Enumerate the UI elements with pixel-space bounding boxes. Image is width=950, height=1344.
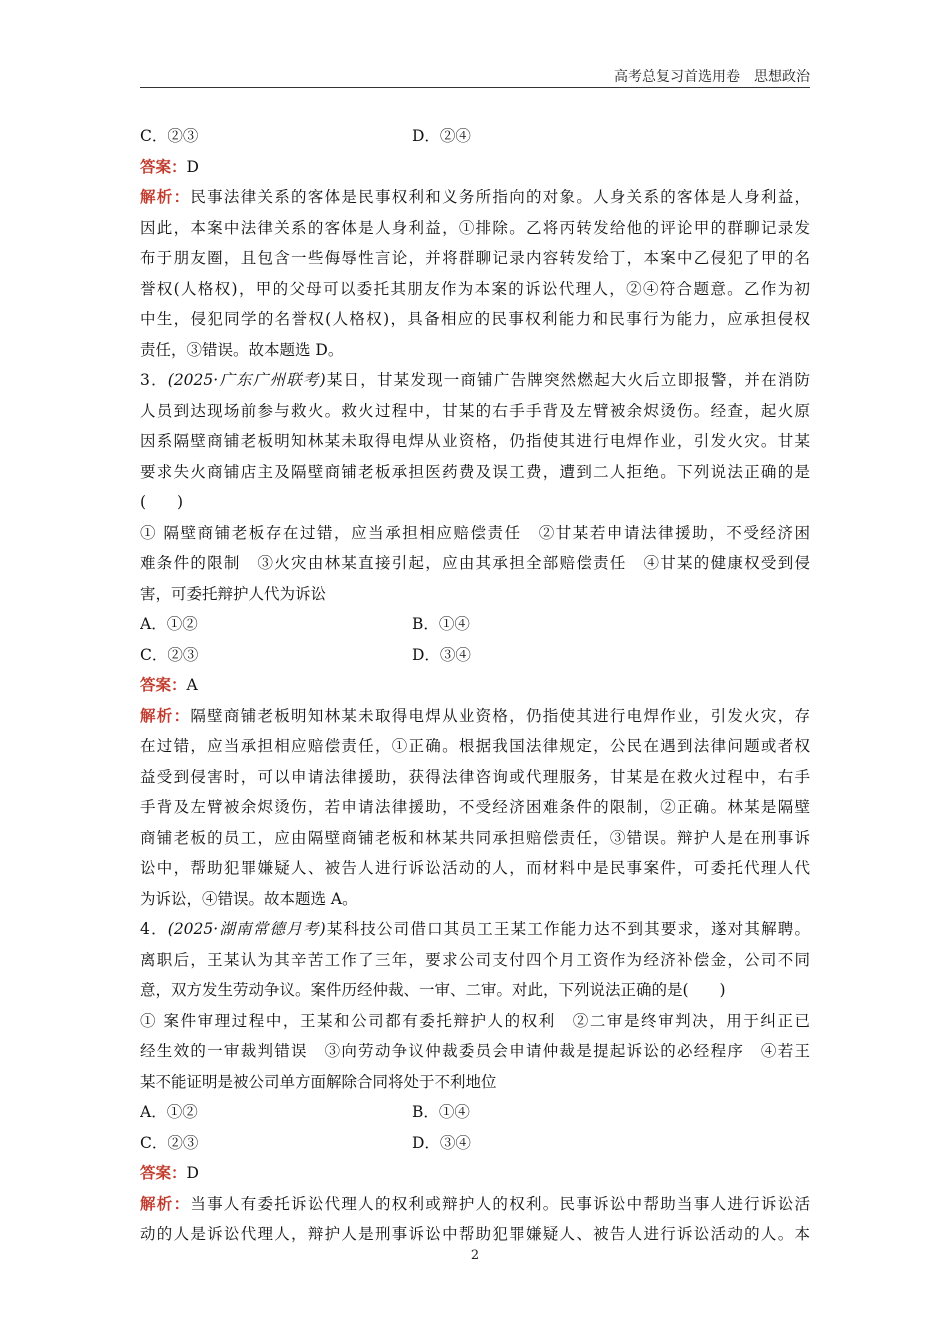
q4-stem-line: 4．(2025·湖南常德月考)某科技公司借口其员工王某工作能力达不到其要求，遂对其解聘。 [140,920,810,938]
q3-statement-line: 难条件的限制 ③火灾由林某直接引起，应由其承担全部赔偿责任 ④甘某的健康权受到侵 [140,554,810,572]
q2-analysis-line: 誉权(人格权)，甲的父母可以委托其朋友作为本案的诉讼代理人，②④符合题意。乙作为初 [140,279,810,298]
q2-option-c: C．②③ [140,127,199,145]
question-source: (2025·湖南常德月考) [167,920,326,938]
q3-stem-line: 3．(2025·广东广州联考)某日，甘某发现一商铺广告牌突然燃起大火后立即报警，并在消防 [140,371,810,389]
q3-stem-line: 因系隔壁商铺老板明知林某未取得电焊从业资格，仍指使其进行电焊作业，引发火灾。甘某 [140,432,810,450]
q3-analysis-line: 商铺老板的员工，应由隔壁商铺老板和林某共同承担赔偿责任，③错误。辩护人是在刑事诉 [140,828,810,847]
q3-statement-line: 害，可委托辩护人代为诉讼 [140,584,327,603]
q2-answer [140,152,810,183]
q3-answer-blank: ( ) [140,493,184,511]
answer-label: 答案： [140,675,187,694]
q3-option-c: C．②③ [140,645,199,664]
q4-options-row [140,1097,810,1128]
question-number: 4． [140,920,168,938]
q3-statement-line: ① 隔壁商铺老板存在过错，应当承担相应赔偿责任 ②甘某若申请法律援助，不受经济困 [140,523,810,542]
q3-analysis-line: 为诉讼，④错误。故本题选 A。 [140,889,358,908]
q4-analysis-line: 解析：当事人有委托诉讼代理人的权利或辩护人的权利。民事诉讼中帮助当事人进行诉讼活 [140,1193,810,1213]
q2-analysis-line: 责任，③错误。故本题选 D。 [140,340,344,359]
answer-value: A [186,676,198,694]
answer-value: D [186,157,199,176]
q3-analysis-line: 解析：隔壁商铺老板明知林某未取得电焊从业资格，仍指使其进行电焊作业，引发火灾，存 [140,705,810,725]
q2-analysis-line: 中生，侵犯同学的名誉权(人格权)，具备相应的民事权利能力和民事行为能力，应承担侵权 [140,310,810,328]
q4-option-c: C．②③ [140,1133,199,1152]
q2-options-row [140,121,810,152]
q4-option-b: B．①④ [412,1103,470,1121]
q3-answer [140,670,810,701]
q3-analysis-line: 手背及左臂被余烬烫伤，若申请法律援助，不受经济困难条件的限制，②正确。林某是隔壁 [140,798,810,816]
analysis-label: 解析： [140,187,191,206]
question-source: (2025·广东广州联考) [167,371,326,389]
answer-label: 答案： [140,1163,187,1182]
question-number: 3． [140,371,168,389]
q4-options-row [140,1128,810,1159]
q3-stem-line: 要求失火商铺店主及隔壁商铺老板承担医药费及误工费，遭到二人拒绝。下列说法正确的是 [140,462,810,481]
q4-option-d: D．③④ [412,1133,471,1152]
q3-option-b: B．①④ [412,615,470,633]
q4-stem-line: 意，双方发生劳动争议。案件历经仲裁、一审、二审。对此，下列说法正确的是( ) [140,981,726,999]
q4-statement-line: 经生效的一审裁判错误 ③向劳动争议仲裁委员会申请仲裁是提起诉讼的必经程序 ④若王 [140,1042,810,1060]
q2-analysis-line: 布于朋友圈，且包含一些侮辱性言论，并将群聊记录内容转发给丁，本案中乙侵犯了甲的名 [140,249,810,267]
q3-analysis-line: 讼中，帮助犯罪嫌疑人、被告人进行诉讼活动的人，而材料中是民事案件，可委托代理人代 [140,859,810,877]
q3-option-a: A．①② [140,615,198,633]
q4-answer [140,1158,810,1189]
q3-analysis-line: 益受到侵害时，可以申请法律援助，获得法律咨询或代理服务，甘某是在救火过程中，右手 [140,767,810,786]
q3-analysis-line: 在过错，应当承担相应赔偿责任，①正确。根据我国法律规定，公民在遇到法律问题或者权 [140,737,810,755]
q3-options-row [140,640,810,671]
q2-analysis-line: 解析：民事法律关系的客体是民事权利和义务所指向的对象。人身关系的客体是人身利益， [140,187,810,206]
answer-value: D [186,1164,199,1182]
page-content [140,121,810,1250]
answer-label: 答案： [140,156,187,176]
q4-option-a: A．①② [140,1103,198,1121]
analysis-label: 解析： [140,1193,191,1213]
q3-stem-line: 人员到达现场前参与救火。救火过程中，甘某的右手手背及左臂被余烬烫伤。经查，起火原 [140,401,810,420]
q4-stem-line: 离职后，王某认为其辛苦工作了三年，要求公司支付四个月工资作为经济补偿金，公司不同 [140,950,810,969]
q2-analysis-line: 因此，本案中法律关系的客体是人身利益，①排除。乙将丙转发给他的评论甲的群聊记录发 [140,218,810,237]
q4-analysis-line: 动的人是诉讼代理人，辩护人是刑事诉讼中帮助犯罪嫌疑人、被告人进行诉讼活动的人。本 [140,1225,810,1243]
q2-option-d: D．②④ [412,127,471,145]
running-header: 高考总复习首选用卷 思想政治 [614,69,810,85]
header-rule [140,87,810,88]
analysis-label: 解析： [140,705,191,725]
q3-option-d: D．③④ [412,645,471,664]
page-number: 2 [470,1248,480,1263]
q3-options-row [140,609,810,640]
q4-statement-line: ① 案件审理过程中，王某和公司都有委托辩护人的权利 ②二审是终审判决，用于纠正已 [140,1011,810,1030]
q4-statement-line: 某不能证明是被公司单方面解除合同将处于不利地位 [140,1072,497,1091]
